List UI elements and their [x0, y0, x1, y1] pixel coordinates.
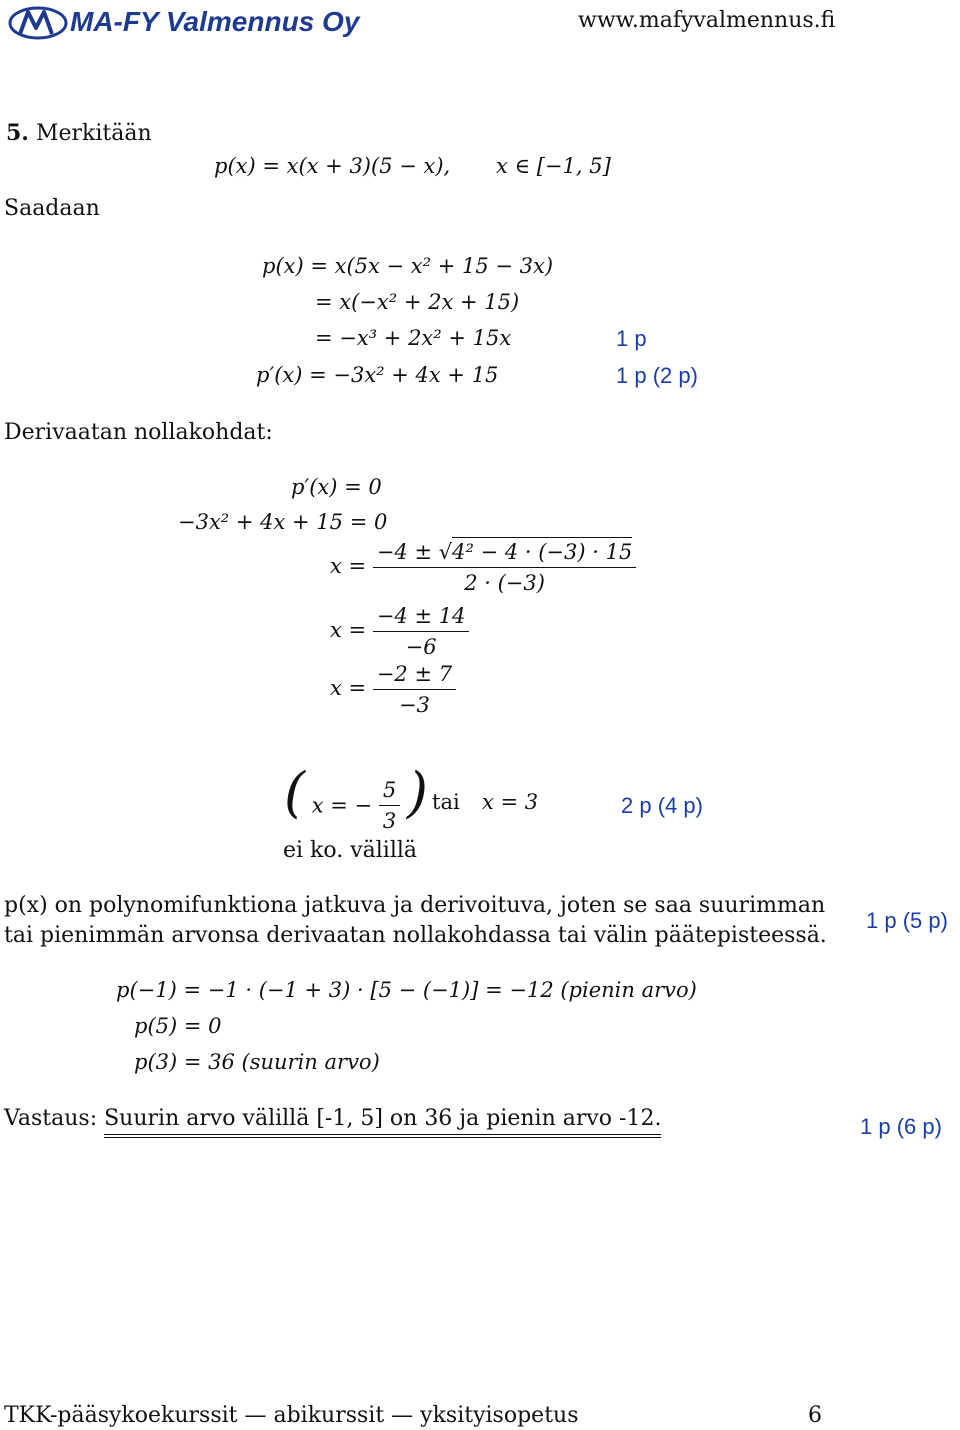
value-at-5: p(5) = 0: [134, 1014, 222, 1038]
expansion-line-3: = −x³ + 2x² + 15x: [315, 326, 512, 350]
footer-text: TKK-pääsykoekurssit — abikurssit — yksityisopetus: [4, 1403, 579, 1428]
value-at-minus-1: p(−1) = −1 · (−1 + 3) · [5 − (−1)] = −12 (pienin arvo): [116, 978, 697, 1002]
sqrt-icon: √: [438, 540, 453, 564]
intro-word: Merkitään: [35, 121, 152, 146]
label-tai: tai: [432, 790, 460, 814]
points-1: 1 p: [616, 326, 647, 351]
quadratic-fraction: [373, 540, 637, 595]
page-number: 6: [808, 1403, 822, 1428]
label-saadaan: Saadaan: [4, 196, 100, 221]
step3-num: −2 ± 7: [376, 662, 453, 686]
brand-logo: [8, 4, 358, 44]
step2-den: −6: [373, 631, 470, 659]
derivative-line: p′(x) = −3x² + 4x + 15: [256, 363, 499, 387]
points-5: 1 p (6 p): [860, 1114, 942, 1139]
solve-eq-1: p′(x) = 0: [291, 475, 382, 499]
function-domain: x ∈ [−1, 5]: [496, 154, 611, 178]
label-derivative-zeros: Derivaatan nollakohdat:: [4, 420, 273, 445]
problem-intro: [6, 120, 152, 146]
quad-num-a: −4 ±: [376, 540, 433, 564]
logo-mark-icon: [8, 4, 68, 42]
value-at-3: p(3) = 36 (suurin arvo): [134, 1050, 380, 1074]
step2-num: −4 ± 14: [376, 604, 466, 628]
points-3: 2 p (4 p): [621, 793, 703, 818]
points-2: 1 p (2 p): [616, 363, 698, 388]
x-equals-1: x =: [330, 554, 367, 578]
step2-fraction: [373, 604, 470, 659]
problem-number: 5.: [6, 120, 29, 146]
answer-text: Suurin arvo välillä [-1, 5] on 36 ja pienin arvo -12.: [104, 1106, 661, 1138]
root1-fraction: [379, 778, 400, 833]
justification-line-2: tai pienimmän arvonsa derivaatan nollakohdassa tai välin päätepisteessä.: [4, 923, 827, 948]
left-paren: (: [284, 761, 306, 824]
solve-step-2: [330, 604, 469, 659]
step3-fraction: [373, 662, 456, 717]
x-equals-3: x =: [330, 676, 367, 700]
expansion-line-1: p(x) = x(5x − x² + 15 − 3x): [262, 254, 554, 278]
answer-line: [4, 1106, 661, 1131]
root1-den: 3: [379, 805, 400, 833]
root1-lhs: x = −: [311, 793, 373, 818]
quad-num-root: 4² − 4 · (−3) · 15: [452, 537, 632, 564]
right-paren: ): [406, 761, 428, 824]
function-definition: p(x) = x(x + 3)(5 − x),: [214, 154, 451, 178]
x-equals-2: x =: [330, 618, 367, 642]
root-excluded: [284, 761, 428, 833]
answer-prefix: Vastaus:: [4, 1106, 98, 1131]
justification-line-1: p(x) on polynomifunktiona jatkuva ja derivoituva, joten se saa suurimman: [4, 893, 826, 918]
solve-step-3: [330, 662, 456, 717]
root-2: x = 3: [482, 790, 539, 814]
points-4: 1 p (5 p): [866, 908, 948, 933]
root1-num: 5: [382, 778, 397, 802]
step3-den: −3: [373, 689, 456, 717]
quad-den: 2 · (−3): [373, 567, 637, 595]
expansion-line-2: = x(−x² + 2x + 15): [315, 290, 520, 314]
solve-eq-2: −3x² + 4x + 15 = 0: [178, 510, 388, 534]
site-url: www.mafyvalmennus.fi: [578, 8, 836, 33]
brand-name: MA-FY Valmennus Oy: [70, 6, 360, 37]
not-in-interval-note: ei ko. välillä: [283, 838, 418, 863]
quadratic-formula: [330, 540, 636, 595]
